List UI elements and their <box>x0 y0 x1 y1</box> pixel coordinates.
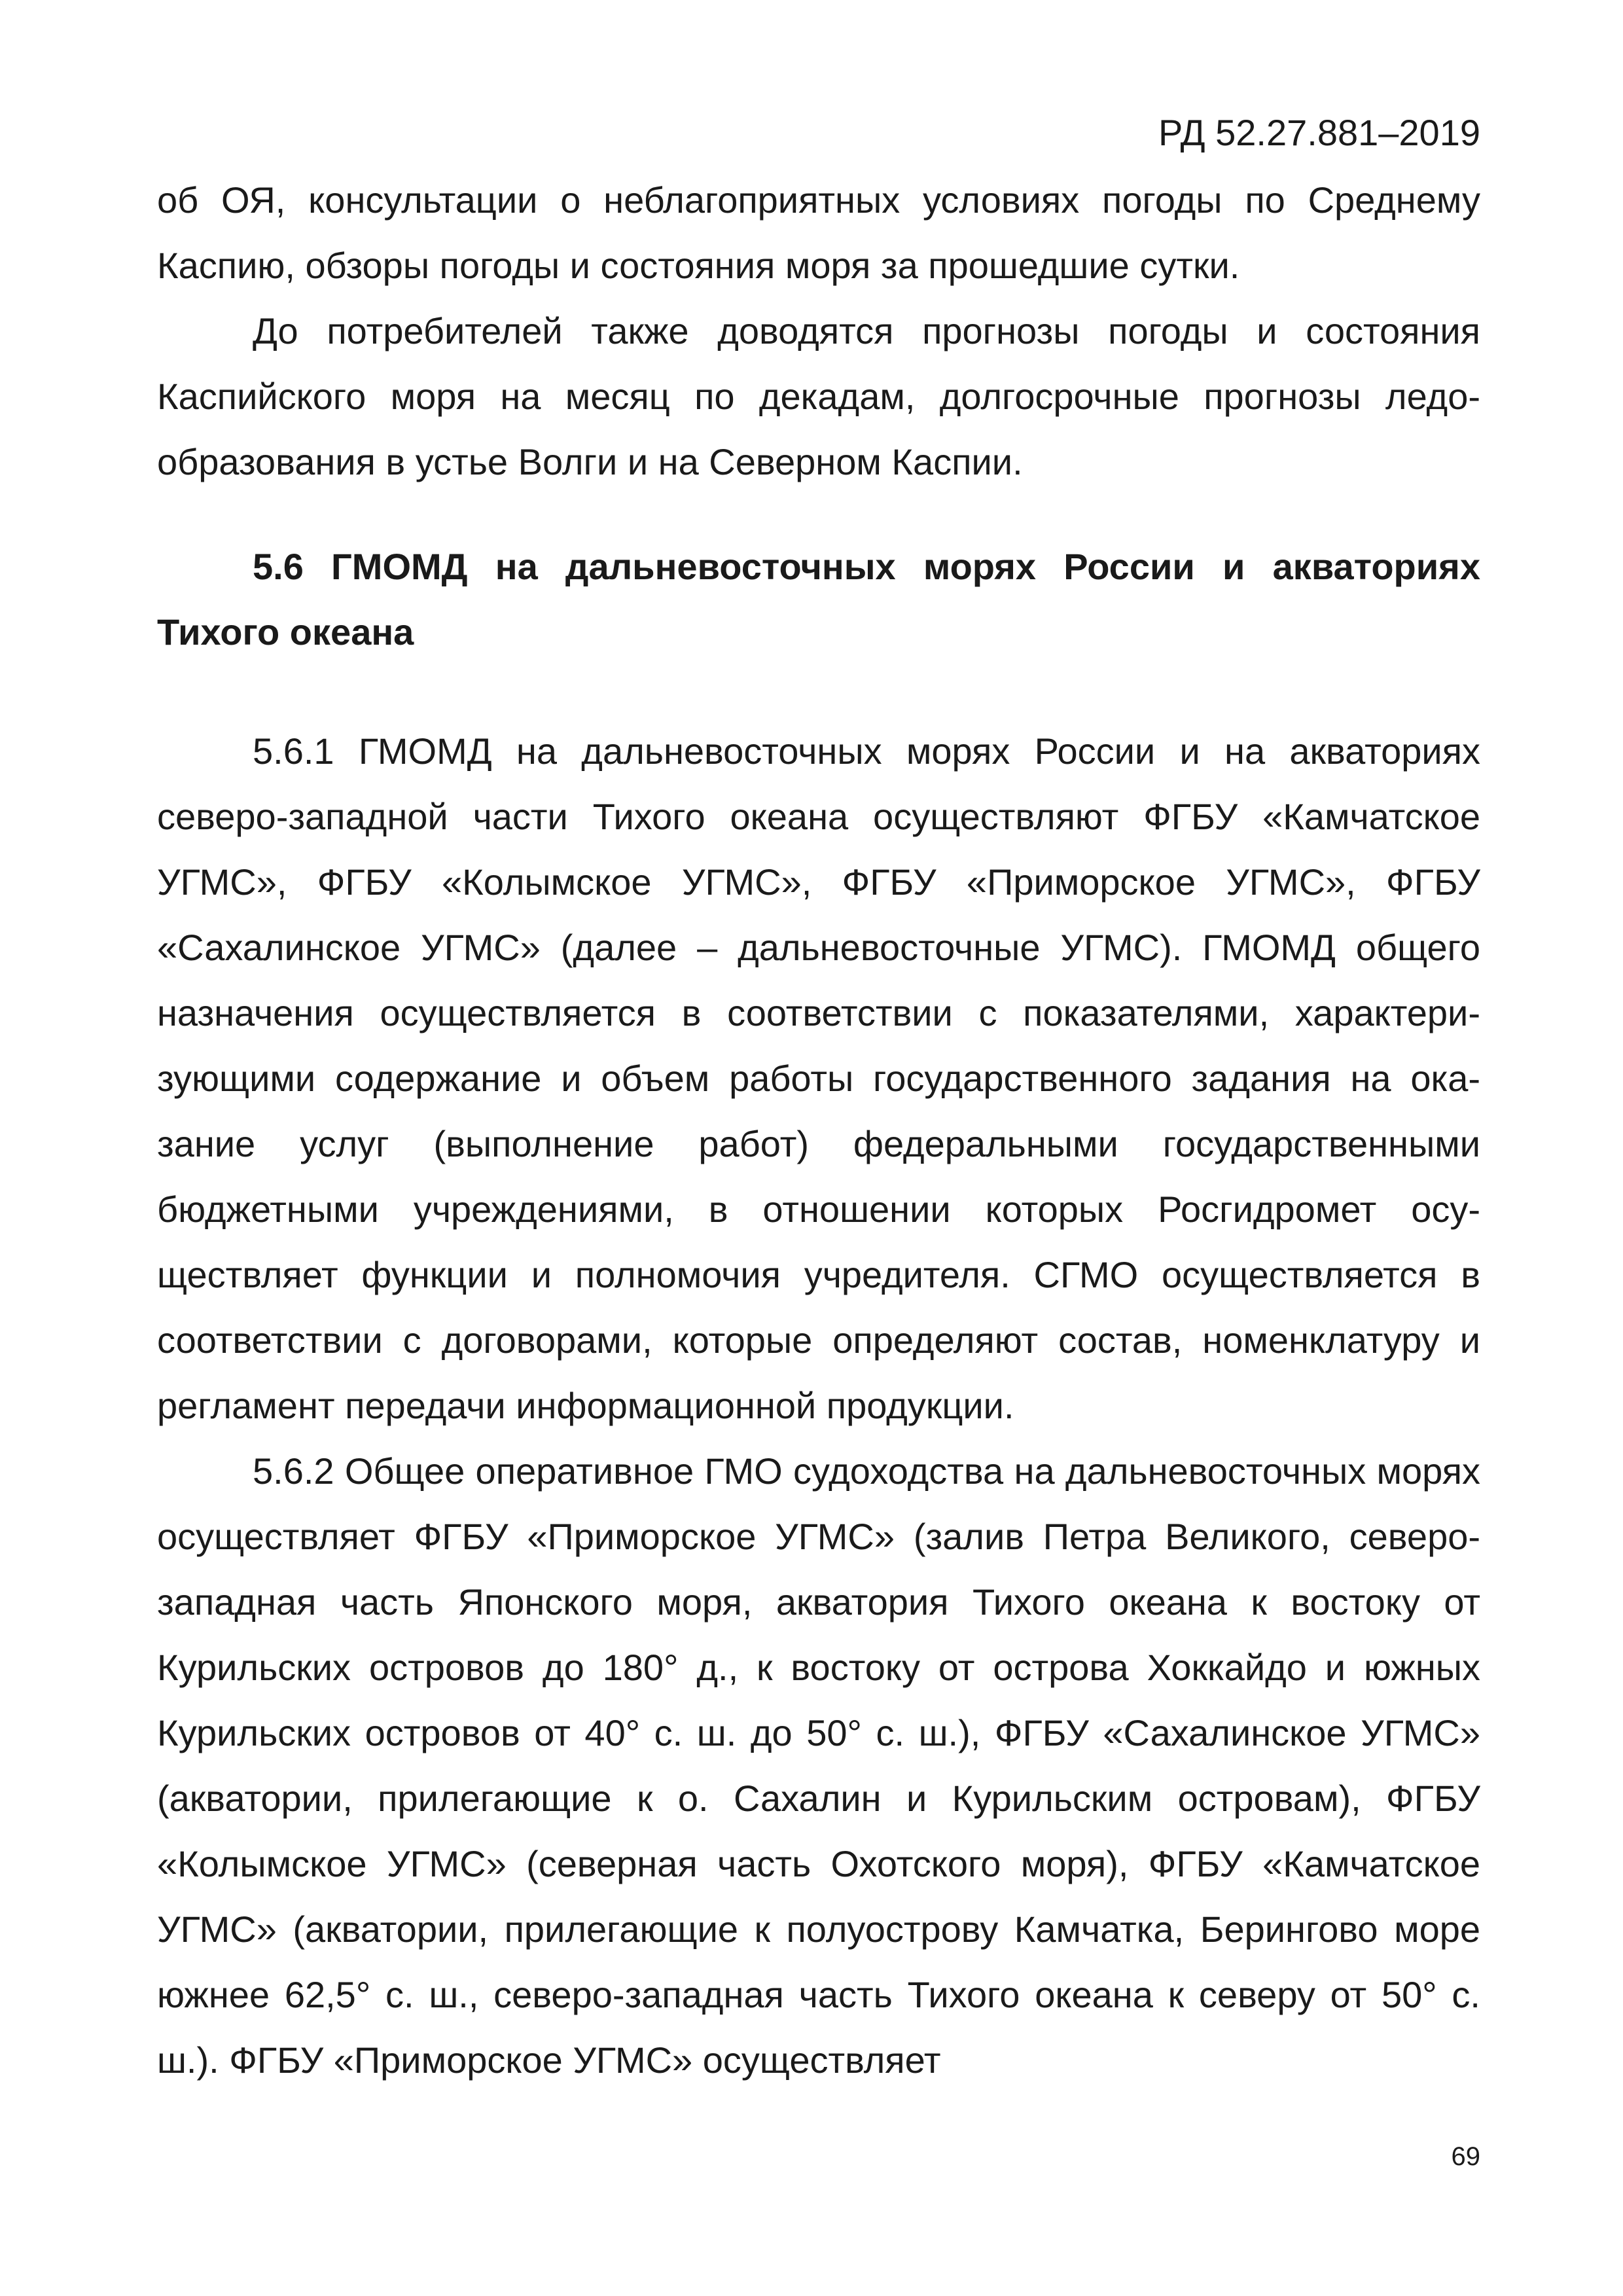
paragraph-continued: об ОЯ, консультации о неблагоприятных условиях погоды по Среднему Каспию, обзоры погоды и состояния моря за прошедшие сутки. <box>157 179 1480 286</box>
section-heading: 5.6 ГМОМД на дальневосточных морях России и акваториях Тихого океана <box>157 546 1480 653</box>
spacer <box>157 665 1480 719</box>
page-number: 69 <box>1451 2142 1480 2171</box>
spacer <box>157 495 1480 534</box>
document-code-header: РД 52.27.881–2019 <box>1158 112 1480 153</box>
paragraph-5-6-1: 5.6.1 ГМОМД на дальневосточных морях России и на акваториях северо-западной части Тихого океана осуществляют ФГБУ «Камчатское УГМС», ФГБУ «Колымское УГМС», ФГБУ «Приморское УГМС», ФГБУ «Сахалинское УГМС» (далее – дальневосточные УГМС). ГМОМД общего назначения осуществляется в соответствии с показателями, характеризующими содержание и объем работы государственного задания на оказание услуг (выполнение работ) федеральными государственными бюджетными учреждениями, в отношении которых Росгидромет осуществляет функции и полномочия учредителя. СГМО осуществляется в соответствии с договорами, которые определяют состав, номенклатуру и регламент передачи информационной продукции. <box>157 730 1480 1426</box>
paragraph-forecasts: До потребителей также доводятся прогнозы погоды и состояния Каспийского моря на месяц по декадам, долгосрочные прогнозы ледообразования в устье Волги и на Северном Каспии. <box>157 310 1480 482</box>
paragraph-5-6-2: 5.6.2 Общее оперативное ГМО судоходства на дальневосточных морях осуществляет ФГБУ «Приморское УГМС» (залив Петра Великого, северо-западная часть Японского моря, акватория Тихого океана к востоку от Курильских островов до 180° д., к востоку от острова Хоккайдо и южных Курильских островов от 40° с. ш. до 50° с. ш.), ФГБУ «Сахалинское УГМС» (акватории, прилегающие к о. Сахалин и Курильским островам), ФГБУ «Колымское УГМС» (северная часть Охотского моря), ФГБУ «Камчатское УГМС» (акватории, прилегающие к полуострову Камчатка, Берингово море южнее 62,5° с. ш., северо-западная часть Тихого океана к северу от 50° с. ш.). ФГБУ «Приморское УГМС» осуществляет <box>157 1450 1480 2081</box>
page-content <box>157 168 1480 2093</box>
